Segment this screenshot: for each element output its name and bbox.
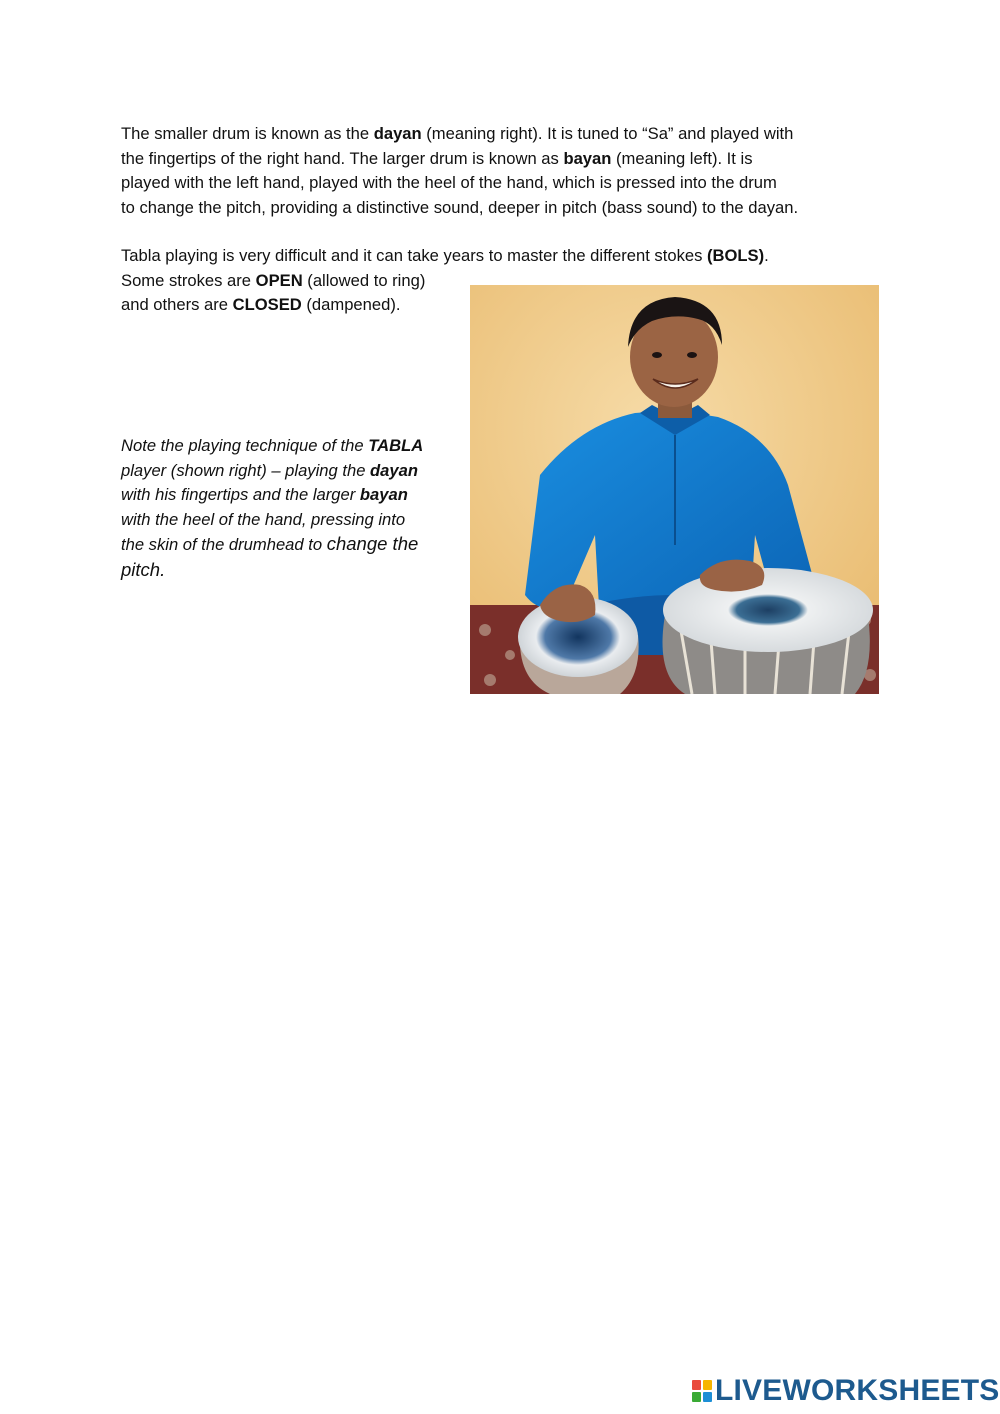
- intro-line-1: The smaller drum is known as the dayan (meaning right). It is tuned to “Sa” and played with: [121, 124, 794, 143]
- intro-line-2: the fingertips of the right hand. The larger drum is known as bayan (meaning left). It is: [121, 148, 753, 168]
- liveworksheets-logo-icon: [692, 1380, 712, 1402]
- term-tabla: TABLA: [368, 436, 424, 455]
- strokes-line-3: and others are CLOSED (dampened).: [121, 295, 401, 315]
- intro-line-4: to change the pitch, providing a distinctive sound, deeper in pitch (bass sound) to the dayan.: [121, 197, 799, 217]
- liveworksheets-logo-text: LIVEWORKSHEETS: [715, 1374, 1000, 1407]
- technique-note: Note the playing technique of the TABLA player (shown right) – playing the dayan with his fingertips and the larger bayan with the heel of the hand, pressing into the skin of the drumhead to change the pitch.: [121, 436, 424, 580]
- strokes-line-1: Tabla playing is very difficult and it can take years to master the different stokes (BOLS).: [121, 246, 769, 265]
- intro-paragraph: [121, 122, 891, 220]
- liveworksheets-logo: [692, 1373, 1000, 1409]
- term-bayan: bayan: [563, 148, 612, 168]
- term-bols: (BOLS): [707, 246, 765, 265]
- term-open: OPEN: [255, 270, 303, 290]
- tabla-player-photo: [470, 285, 879, 694]
- intro-line-3: played with the left hand, played with the heel of the hand, which is pressed into the drum: [121, 173, 777, 193]
- term-dayan: dayan: [373, 124, 422, 143]
- term-closed: CLOSED: [232, 295, 302, 315]
- strokes-line-2: Some strokes are OPEN (allowed to ring): [121, 270, 426, 290]
